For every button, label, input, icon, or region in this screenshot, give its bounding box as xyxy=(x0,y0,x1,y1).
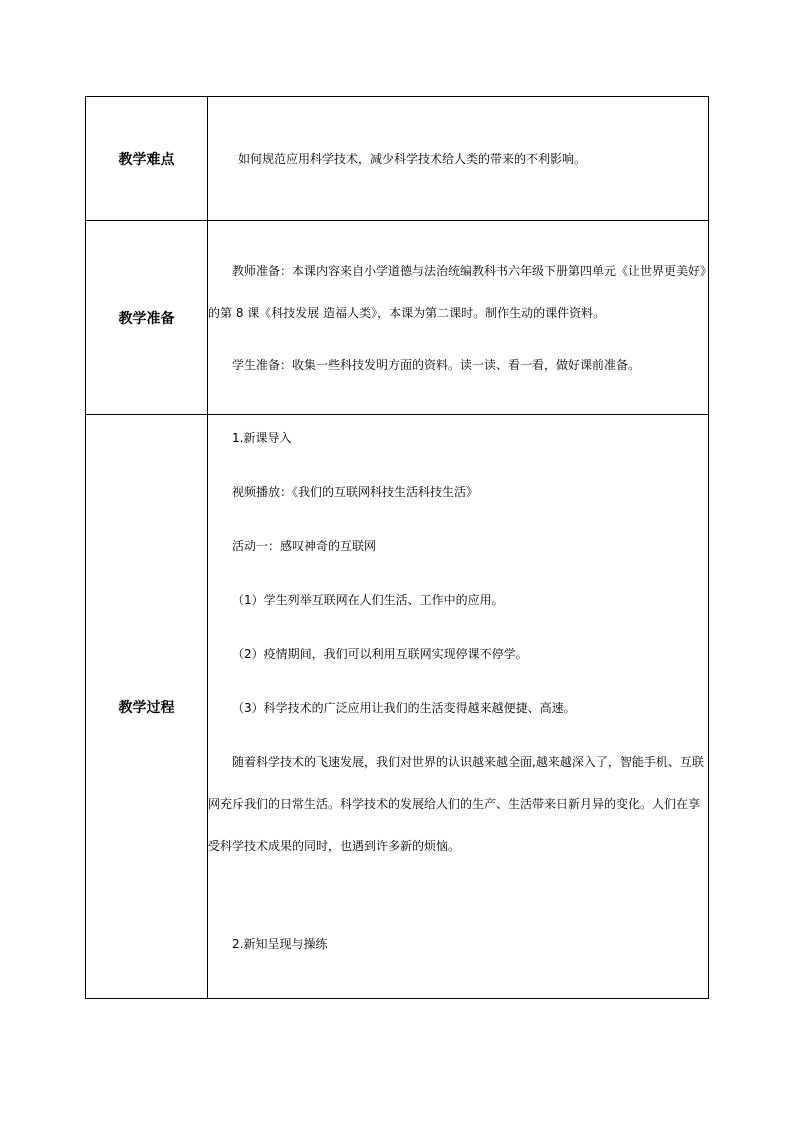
label-teaching-preparation: 教学准备 xyxy=(86,221,208,415)
process-line-item-1: （1）学生列举互联网在人们生活、工作中的应用。 xyxy=(232,593,504,607)
row-teaching-process xyxy=(86,415,709,999)
row-teaching-preparation xyxy=(86,221,709,415)
row-teaching-difficulty xyxy=(86,97,709,221)
process-line-item-2: （2）疫情期间，我们可以利用互联网实现停课不停学。 xyxy=(232,647,528,661)
process-next-heading: 2.新知呈现与操练 xyxy=(232,937,328,951)
process-paragraph: 随着科学技术的飞速发展，我们对世界的认识越来越全面,越来越深入了，智能手机、互联网充斥我们的日常生活。科学技术的发展给人们的生产、生活带来日新月异的变化。人们在享受科学技术成果的同时，也遇到许多新的烦恼。 xyxy=(208,755,704,853)
content-teaching-process xyxy=(208,415,709,999)
process-spacer xyxy=(208,867,708,923)
lesson-plan-table xyxy=(85,96,709,999)
process-line-intro: 1.新课导入 xyxy=(232,431,292,445)
label-teaching-process: 教学过程 xyxy=(86,415,208,999)
content-teaching-difficulty xyxy=(208,97,709,221)
student-preparation-text: 学生准备：收集一些科技发明方面的资料。读一读、看一看，做好课前准备。 xyxy=(232,357,641,372)
process-line-activity: 活动一：感叹神奇的互联网 xyxy=(232,539,377,553)
content-teaching-preparation xyxy=(208,221,709,415)
label-teaching-difficulty: 教学难点 xyxy=(86,97,208,221)
difficulty-text: 如何规范应用科学技术，减少科学技术给人类的带来的不利影响。 xyxy=(238,151,587,166)
teacher-preparation-text: 教师准备：本课内容来自小学道德与法治统编教科书六年级下册第四单元《让世界更美好》的第 8 课《科技发展 造福人类》，本课为第二课时。制作生动的课件资料。 xyxy=(208,263,707,320)
process-line-video: 视频播放：《我们的互联网科技生活科技生活》 xyxy=(232,485,479,499)
process-line-item-3: （3）科学技术的广泛应用让我们的生活变得越来越便捷、高速。 xyxy=(232,701,576,715)
